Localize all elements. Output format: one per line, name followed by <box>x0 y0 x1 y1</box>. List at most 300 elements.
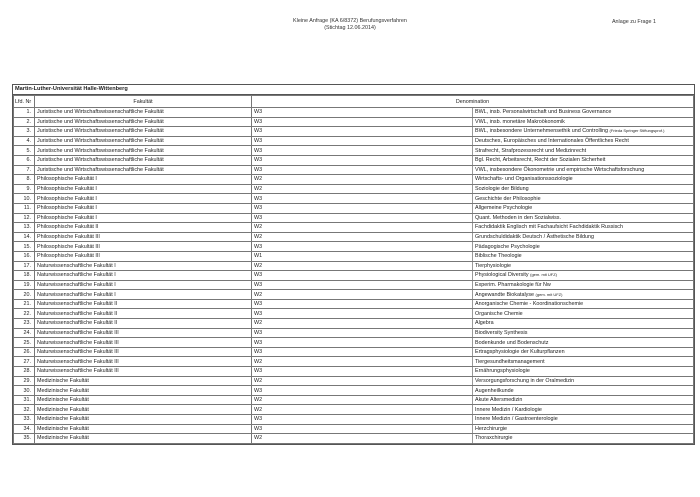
row-grade <box>252 203 473 213</box>
row-denomination-text: Biodiversity Synthesis <box>475 329 528 336</box>
row-grade-text: W2 <box>254 377 263 384</box>
row-number-text: 31. <box>23 397 31 404</box>
row-grade-text: W3 <box>254 118 263 125</box>
table-row <box>14 108 694 118</box>
row-grade-text: W2 <box>254 176 263 183</box>
row-grade-text: W3 <box>254 301 263 308</box>
table-row <box>14 415 694 425</box>
table-row <box>14 242 694 252</box>
row-number-text: 5. <box>26 147 31 154</box>
row-number <box>14 395 35 405</box>
row-number <box>14 242 35 252</box>
row-note: (gem. mit UFZ) <box>535 291 563 297</box>
row-denomination <box>473 108 694 118</box>
row-grade-text: W2 <box>254 291 263 298</box>
table-row <box>14 386 694 396</box>
row-faculty <box>35 194 252 204</box>
row-faculty-text: Naturwissenschaftliche Fakultät III <box>37 349 119 356</box>
row-grade-text: W1 <box>254 253 263 260</box>
row-faculty <box>35 328 252 338</box>
row-faculty <box>35 376 252 386</box>
row-faculty-text: Philosophische Fakultät I <box>37 214 97 221</box>
row-number-text: 26. <box>23 349 31 356</box>
row-grade <box>252 232 473 242</box>
row-note: (gem. mit UFZ) <box>530 272 558 278</box>
row-denomination <box>473 271 694 281</box>
row-faculty-text: Medizinische Fakultät <box>37 377 89 384</box>
row-denomination <box>473 155 694 165</box>
row-grade-text: W3 <box>254 109 263 116</box>
row-denomination-text: Innere Medizin / Gastroenterologie <box>475 416 558 423</box>
table-row <box>14 405 694 415</box>
appointments-table-frame <box>12 84 695 445</box>
row-faculty <box>35 415 252 425</box>
row-grade-text: W2 <box>254 358 263 365</box>
row-faculty <box>35 127 252 137</box>
row-denomination-text: Quant. Methoden in den Sozialwiss. <box>475 214 562 221</box>
row-denomination <box>473 175 694 185</box>
row-number-text: 22. <box>23 310 31 317</box>
row-denomination <box>473 203 694 213</box>
row-faculty-text: Medizinische Fakultät <box>37 425 89 432</box>
row-faculty <box>35 136 252 146</box>
row-faculty-text: Philosophische Fakultät I <box>37 176 97 183</box>
row-number <box>14 146 35 156</box>
row-grade <box>252 405 473 415</box>
column-header-nr: Lfd. Nr <box>14 96 35 108</box>
row-faculty <box>35 290 252 300</box>
row-grade-text: W2 <box>254 224 263 231</box>
row-denomination <box>473 319 694 329</box>
row-number-text: 7. <box>26 166 31 173</box>
row-denomination <box>473 251 694 261</box>
row-denomination-text: Augenheilkunde <box>475 387 514 394</box>
row-number <box>14 155 35 165</box>
row-faculty <box>35 271 252 281</box>
row-grade <box>252 309 473 319</box>
row-denomination-text: Algebra <box>475 320 494 327</box>
row-number <box>14 213 35 223</box>
row-grade <box>252 108 473 118</box>
row-grade <box>252 223 473 233</box>
row-number-text: 3. <box>26 128 31 135</box>
row-number-text: 2. <box>26 118 31 125</box>
row-denomination-text: Experim. Pharmakologie für Nw <box>475 281 551 288</box>
table-row <box>14 299 694 309</box>
row-number-text: 16. <box>23 253 31 260</box>
table-row <box>14 251 694 261</box>
row-number-text: 8. <box>26 176 31 183</box>
row-faculty <box>35 299 252 309</box>
row-denomination-text: Allgemeine Psychologie <box>475 205 533 212</box>
row-faculty <box>35 117 252 127</box>
table-row <box>14 357 694 367</box>
row-denomination-text: VWL, insb. monetäre Makroökonomik <box>475 118 565 125</box>
row-grade-text: W2 <box>254 234 263 241</box>
row-faculty-text: Philosophische Fakultät I <box>37 186 97 193</box>
row-denomination-text: VWL, insbesondere Ökonometrie und empirische Wirtschaftsforschung <box>475 166 645 173</box>
row-grade <box>252 155 473 165</box>
row-grade <box>252 386 473 396</box>
row-number <box>14 376 35 386</box>
row-faculty <box>35 251 252 261</box>
row-denomination <box>473 232 694 242</box>
row-faculty-text: Naturwissenschaftliche Fakultät II <box>37 310 118 317</box>
row-faculty-text: Juristische und Wirtschaftswissenschaftliche Fakultät <box>37 166 164 173</box>
row-faculty <box>35 108 252 118</box>
row-number <box>14 309 35 319</box>
header-date: (Stichtag 12.06.2014) <box>324 25 376 31</box>
row-faculty <box>35 146 252 156</box>
table-row <box>14 319 694 329</box>
row-note: (Frieda Springer Stiftungsprof.) <box>609 128 665 134</box>
row-denomination <box>473 347 694 357</box>
table-header-row <box>14 96 694 108</box>
row-grade <box>252 271 473 281</box>
row-faculty <box>35 280 252 290</box>
row-denomination <box>473 223 694 233</box>
row-grade <box>252 280 473 290</box>
table-row <box>14 136 694 146</box>
row-grade <box>252 328 473 338</box>
document-header <box>0 18 700 32</box>
row-denomination <box>473 280 694 290</box>
row-denomination <box>473 376 694 386</box>
row-denomination <box>473 261 694 271</box>
table-row <box>14 271 694 281</box>
annex-label: Anlage zu Frage 1 <box>611 19 656 25</box>
row-number <box>14 434 35 444</box>
row-denomination-text: Tiergesundheitsmanagement <box>475 358 545 365</box>
row-number-text: 17. <box>23 262 31 269</box>
row-number-text: 24. <box>23 329 31 336</box>
row-grade <box>252 319 473 329</box>
row-grade <box>252 347 473 357</box>
row-number-text: 6. <box>26 157 31 164</box>
row-grade <box>252 395 473 405</box>
row-number-text: 23. <box>23 320 31 327</box>
row-faculty-text: Naturwissenschaftliche Fakultät III <box>37 329 119 336</box>
row-faculty <box>35 175 252 185</box>
row-number <box>14 175 35 185</box>
table-row <box>14 338 694 348</box>
row-denomination-text: Herzchirurgie <box>475 425 508 432</box>
row-denomination-text: Pädagogische Psychologie <box>475 243 540 250</box>
row-number <box>14 290 35 300</box>
row-grade <box>252 136 473 146</box>
column-header-faculty: Fakultät <box>35 96 252 108</box>
row-denomination-text: Bgl. Recht, Arbeitsrecht, Recht der Sozialen Sicherheit <box>475 157 606 164</box>
row-denomination <box>473 165 694 175</box>
row-denomination-text: Grundschuldidaktik Deutsch / Ästhetische Bildung <box>475 234 594 241</box>
row-grade <box>252 299 473 309</box>
row-grade <box>252 290 473 300</box>
row-faculty-text: Naturwissenschaftliche Fakultät II <box>37 301 118 308</box>
row-number-text: 28. <box>23 368 31 375</box>
row-faculty <box>35 424 252 434</box>
row-denomination <box>473 213 694 223</box>
row-number-text: 13. <box>23 224 31 231</box>
row-grade-text: W3 <box>254 166 263 173</box>
row-number <box>14 117 35 127</box>
row-faculty-text: Medizinische Fakultät <box>37 416 89 423</box>
row-denomination-text: Bodenkunde und Bodenschutz <box>475 339 549 346</box>
table-row <box>14 347 694 357</box>
row-grade-text: W2 <box>254 435 263 442</box>
table-row <box>14 367 694 377</box>
row-number-text: 10. <box>23 195 31 202</box>
row-faculty <box>35 203 252 213</box>
row-faculty <box>35 165 252 175</box>
row-faculty-text: Naturwissenschaftliche Fakultät I <box>37 281 116 288</box>
row-denomination-text: Biblische Theologie <box>475 253 522 260</box>
row-number-text: 20. <box>23 291 31 298</box>
row-grade <box>252 242 473 252</box>
column-header-denomination: Denomination <box>252 96 694 108</box>
row-grade <box>252 367 473 377</box>
row-grade <box>252 415 473 425</box>
row-grade <box>252 434 473 444</box>
table-row <box>14 165 694 175</box>
row-grade-text: W3 <box>254 243 263 250</box>
row-number <box>14 223 35 233</box>
row-denomination <box>473 242 694 252</box>
row-grade <box>252 213 473 223</box>
row-denomination-text: Tierphysiologie <box>475 262 512 269</box>
row-number <box>14 232 35 242</box>
row-faculty-text: Philosophische Fakultät III <box>37 243 100 250</box>
row-faculty <box>35 261 252 271</box>
row-faculty <box>35 338 252 348</box>
row-number <box>14 424 35 434</box>
row-denomination-text: BWL, insbesondere Unternehmensethik und Controlling <box>475 128 609 135</box>
row-grade <box>252 261 473 271</box>
row-number <box>14 415 35 425</box>
table-row <box>14 280 694 290</box>
row-denomination <box>473 290 694 300</box>
table-row <box>14 127 694 137</box>
row-number <box>14 127 35 137</box>
row-grade-text: W3 <box>254 157 263 164</box>
row-number <box>14 338 35 348</box>
row-faculty-text: Juristische und Wirtschaftswissenschaftliche Fakultät <box>37 138 164 145</box>
row-denomination-text: Anorganische Chemie - Koordinationschemie <box>475 301 584 308</box>
row-grade-text: W3 <box>254 329 263 336</box>
row-grade-text: W3 <box>254 205 263 212</box>
row-denomination <box>473 434 694 444</box>
table-row <box>14 376 694 386</box>
row-number <box>14 271 35 281</box>
row-number <box>14 108 35 118</box>
table-row <box>14 290 694 300</box>
row-number <box>14 328 35 338</box>
table-row <box>14 155 694 165</box>
row-faculty-text: Medizinische Fakultät <box>37 435 89 442</box>
row-denomination <box>473 357 694 367</box>
row-faculty-text: Naturwissenschaftliche Fakultät I <box>37 262 116 269</box>
row-faculty-text: Juristische und Wirtschaftswissenschaftliche Fakultät <box>37 109 164 116</box>
row-denomination-text: BWL, insb. Personalwirtschaft und Business Governance <box>475 109 612 116</box>
row-denomination <box>473 136 694 146</box>
row-denomination <box>473 127 694 137</box>
row-number <box>14 367 35 377</box>
row-faculty-text: Medizinische Fakultät <box>37 387 89 394</box>
row-grade-text: W3 <box>254 349 263 356</box>
row-number <box>14 347 35 357</box>
row-grade-text: W3 <box>254 281 263 288</box>
row-number-text: 1. <box>26 109 31 116</box>
row-denomination <box>473 309 694 319</box>
row-faculty-text: Juristische und Wirtschaftswissenschaftliche Fakultät <box>37 147 164 154</box>
row-number-text: 35. <box>23 435 31 442</box>
row-faculty-text: Naturwissenschaftliche Fakultät III <box>37 368 119 375</box>
row-number-text: 34. <box>23 425 31 432</box>
row-grade-text: W2 <box>254 406 263 413</box>
row-denomination <box>473 146 694 156</box>
row-grade-text: W2 <box>254 397 263 404</box>
row-grade-text: W3 <box>254 416 263 423</box>
row-faculty-text: Juristische und Wirtschaftswissenschaftliche Fakultät <box>37 128 164 135</box>
row-grade-text: W3 <box>254 147 263 154</box>
row-faculty-text: Philosophische Fakultät I <box>37 205 97 212</box>
row-denomination <box>473 395 694 405</box>
row-number <box>14 184 35 194</box>
row-grade-text: W3 <box>254 128 263 135</box>
table-row <box>14 223 694 233</box>
row-denomination <box>473 415 694 425</box>
row-faculty-text: Philosophische Fakultät I <box>37 195 97 202</box>
row-grade <box>252 175 473 185</box>
row-number-text: 27. <box>23 358 31 365</box>
row-denomination-text: Wirtschafts- und Organisationssoziologie <box>475 176 573 183</box>
row-faculty-text: Philosophische Fakultät III <box>37 234 100 241</box>
row-grade-text: W2 <box>254 186 263 193</box>
row-number-text: 12. <box>23 214 31 221</box>
table-row <box>14 175 694 185</box>
row-number-text: 19. <box>23 281 31 288</box>
table-row <box>14 184 694 194</box>
row-grade <box>252 127 473 137</box>
row-number-text: 33. <box>23 416 31 423</box>
row-faculty <box>35 184 252 194</box>
row-faculty <box>35 242 252 252</box>
row-denomination <box>473 117 694 127</box>
row-faculty <box>35 434 252 444</box>
row-denomination-text: Physiological Diversity <box>475 272 529 279</box>
row-grade <box>252 357 473 367</box>
row-denomination <box>473 405 694 415</box>
row-denomination-text: Innere Medizin / Kardiologie <box>475 406 542 413</box>
row-grade-text: W3 <box>254 138 263 145</box>
row-number-text: 30. <box>23 387 31 394</box>
row-denomination-text: Deutsches, Europäisches und Internationales Öffentliches Recht <box>475 138 629 145</box>
row-grade-text: W3 <box>254 214 263 221</box>
row-denomination <box>473 184 694 194</box>
table-row <box>14 203 694 213</box>
row-grade-text: W3 <box>254 339 263 346</box>
table-row <box>14 309 694 319</box>
table-row <box>14 434 694 444</box>
row-number <box>14 405 35 415</box>
row-faculty <box>35 347 252 357</box>
row-faculty <box>35 232 252 242</box>
row-number <box>14 299 35 309</box>
row-grade-text: W2 <box>254 262 263 269</box>
row-denomination <box>473 299 694 309</box>
row-grade-text: W3 <box>254 195 263 202</box>
row-denomination <box>473 424 694 434</box>
row-number <box>14 280 35 290</box>
row-denomination-text: Organische Chemie <box>475 310 523 317</box>
row-number-text: 11. <box>23 205 31 212</box>
row-denomination-text: Akute Altersmedizin <box>475 397 523 404</box>
row-faculty-text: Juristische und Wirtschaftswissenschaftliche Fakultät <box>37 157 164 164</box>
row-faculty-text: Naturwissenschaftliche Fakultät I <box>37 291 116 298</box>
row-number-text: 14. <box>23 234 31 241</box>
header-title: Kleine Anfrage (KA 6/8372) Berufungsverfahren <box>293 18 407 24</box>
row-denomination <box>473 367 694 377</box>
row-number-text: 18. <box>23 272 31 279</box>
row-number <box>14 203 35 213</box>
row-denomination <box>473 194 694 204</box>
row-number <box>14 261 35 271</box>
row-faculty <box>35 223 252 233</box>
row-number <box>14 136 35 146</box>
table-row <box>14 146 694 156</box>
row-number-text: 29. <box>23 377 31 384</box>
row-number <box>14 386 35 396</box>
row-faculty <box>35 213 252 223</box>
row-faculty-text: Philosophische Fakultät III <box>37 253 100 260</box>
row-number <box>14 319 35 329</box>
row-faculty-text: Naturwissenschaftliche Fakultät III <box>37 358 119 365</box>
row-faculty <box>35 309 252 319</box>
row-faculty-text: Naturwissenschaftliche Fakultät I <box>37 272 116 279</box>
table-row <box>14 117 694 127</box>
row-grade <box>252 194 473 204</box>
row-faculty <box>35 405 252 415</box>
row-grade <box>252 165 473 175</box>
row-number-text: 15. <box>23 243 31 250</box>
table-row <box>14 395 694 405</box>
row-denomination-text: Fachdidaktik Englisch mit Fachaufsicht Fachdidaktik Russisch <box>475 224 624 231</box>
row-number-text: 25. <box>23 339 31 346</box>
row-number-text: 32. <box>23 406 31 413</box>
row-faculty-text: Philosophische Fakultät II <box>37 224 99 231</box>
row-grade <box>252 184 473 194</box>
row-faculty <box>35 357 252 367</box>
row-grade <box>252 424 473 434</box>
row-number-text: 4. <box>26 138 31 145</box>
row-denomination-text: Strafrecht, Strafprozessrecht und Medizinrecht <box>475 147 587 154</box>
row-grade-text: W3 <box>254 387 263 394</box>
row-faculty-text: Naturwissenschaftliche Fakultät II <box>37 320 118 327</box>
table-row <box>14 424 694 434</box>
row-grade <box>252 338 473 348</box>
row-faculty-text: Naturwissenschaftliche Fakultät III <box>37 339 119 346</box>
row-grade-text: W3 <box>254 425 263 432</box>
row-denomination-text: Geschichte der Philosophie <box>475 195 541 202</box>
row-grade-text: W3 <box>254 272 263 279</box>
row-denomination <box>473 386 694 396</box>
row-grade-text: W3 <box>254 368 263 375</box>
table-row <box>14 261 694 271</box>
table-row <box>14 232 694 242</box>
row-number-text: 9. <box>26 186 31 193</box>
row-denomination-text: Thoraxchirurgie <box>475 435 513 442</box>
table-row <box>14 194 694 204</box>
university-name: Martin-Luther-Universität Halle-Wittenberg <box>13 85 694 95</box>
